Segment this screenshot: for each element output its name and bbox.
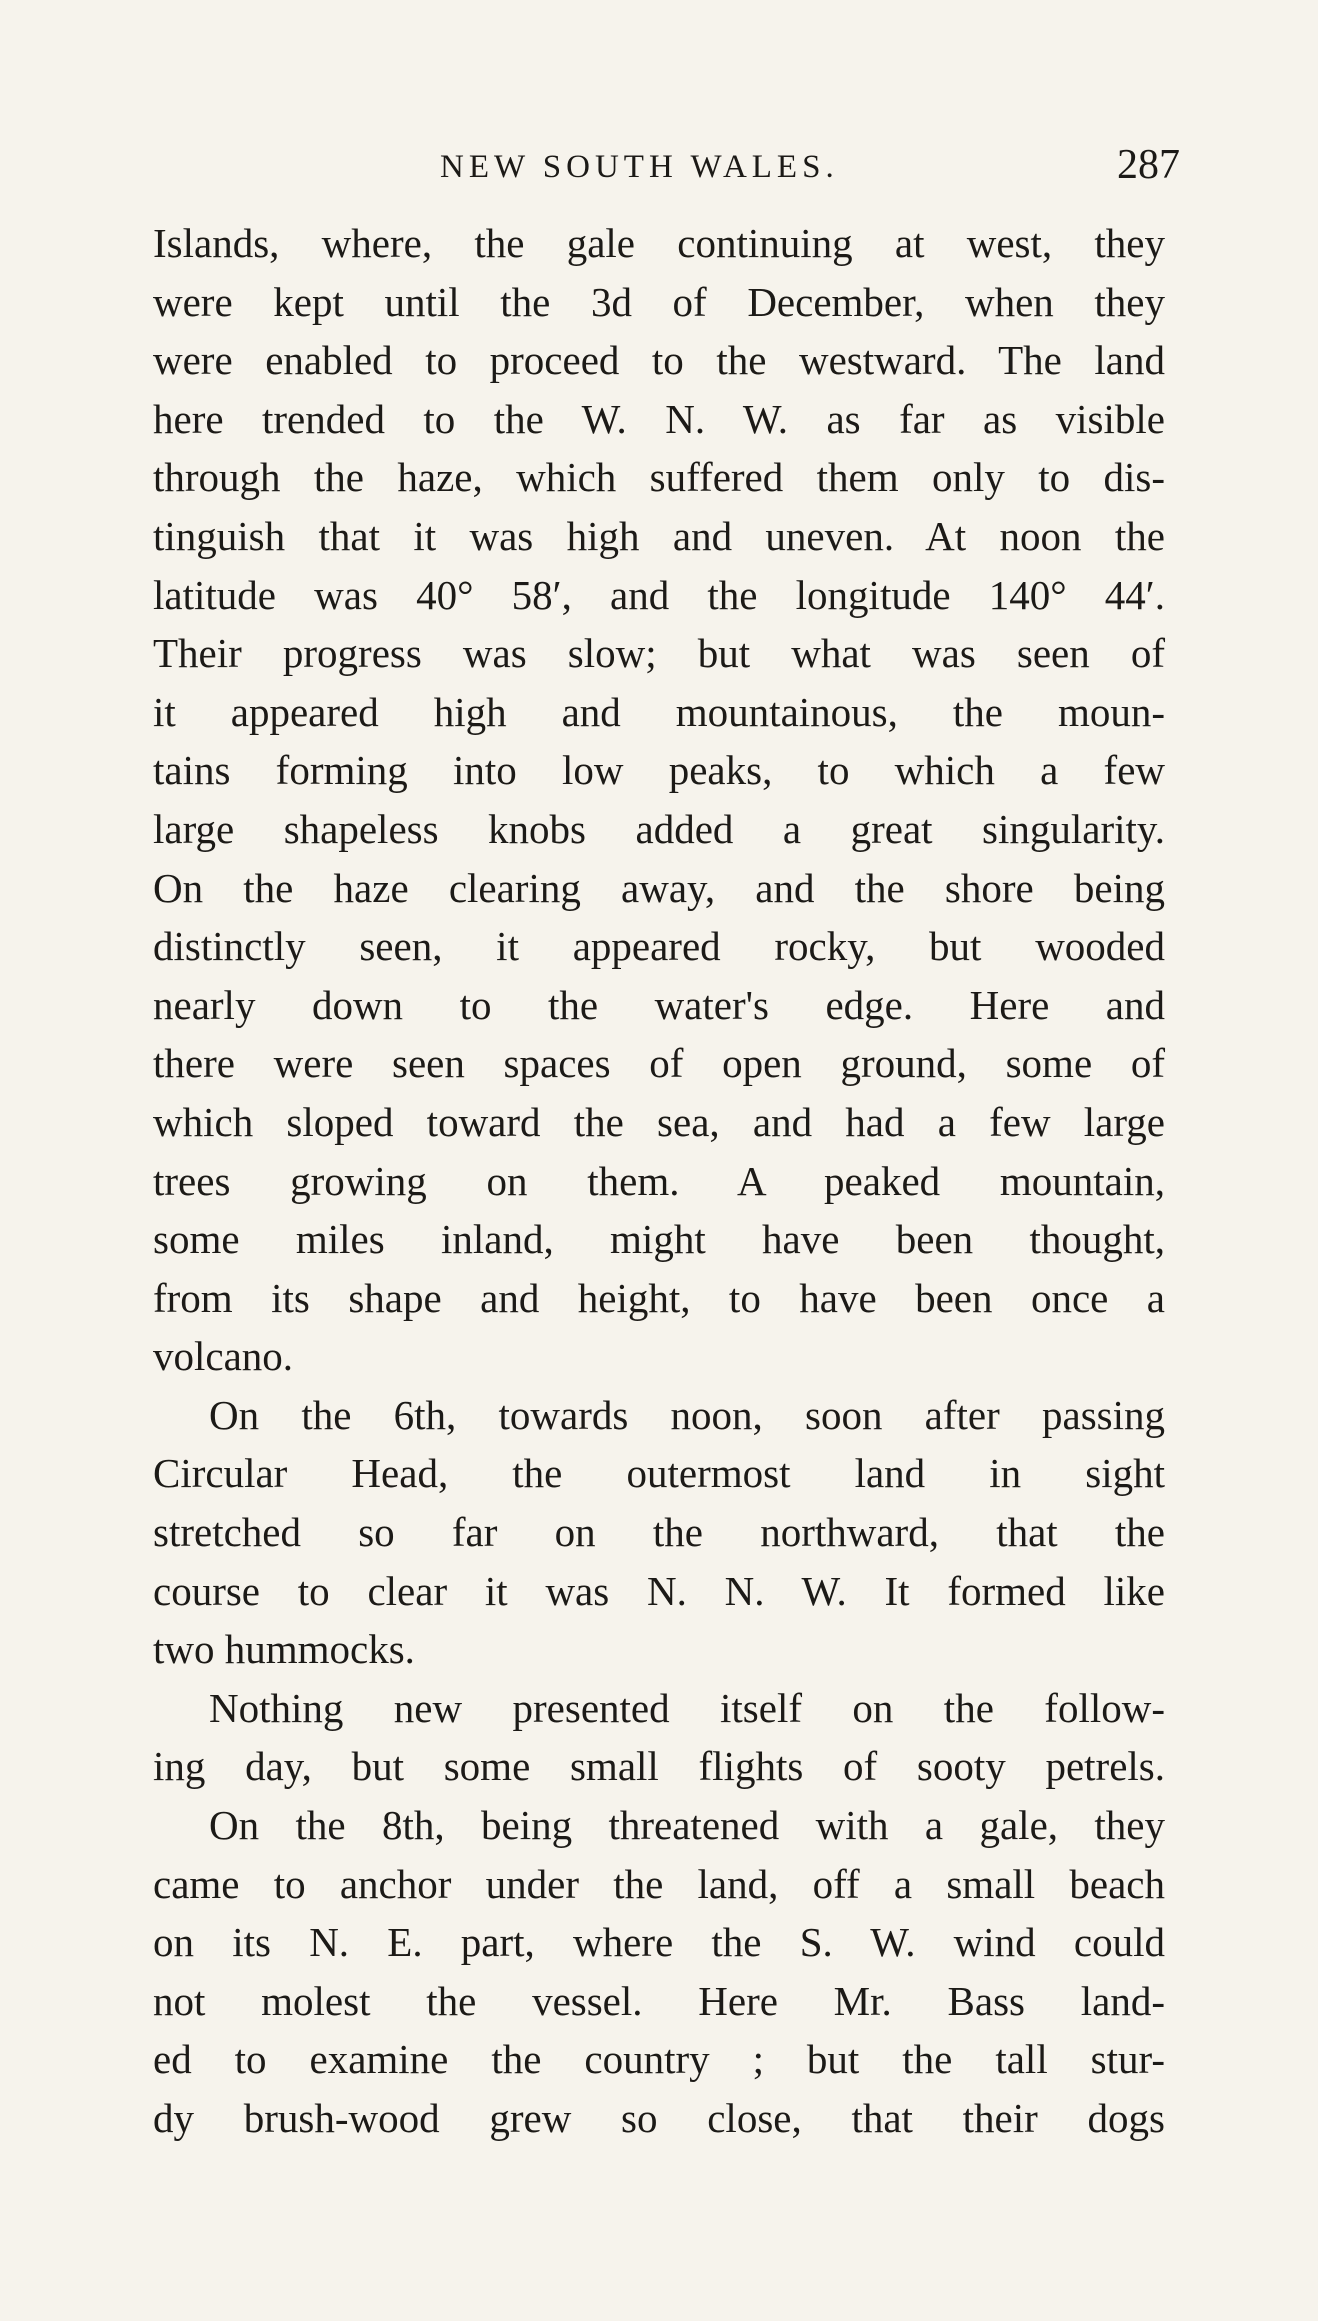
text-line: nearly down to the water's edge. Here and — [153, 981, 1165, 1028]
text-line: two hummocks. — [153, 1626, 415, 1673]
running-head — [150, 142, 1180, 192]
text-line: on its N. E. part, where the S. W. wind could — [153, 1919, 1165, 1966]
text-line: volcano. — [153, 1333, 294, 1380]
text-line: stretched so far on the northward, that the — [153, 1509, 1165, 1556]
text-line: On the 8th, being threatened with a gale, they — [209, 1802, 1165, 1849]
text-line: course to clear it was N. N. W. It formed like — [153, 1567, 1165, 1614]
running-title: NEW SOUTH WALES. — [440, 149, 839, 185]
text-line: there were seen spaces of open ground, some of — [153, 1040, 1165, 1087]
text-line: Islands, where, the gale continuing at west, they — [153, 220, 1165, 266]
text-line: which sloped toward the sea, and had a few large — [153, 1098, 1165, 1145]
text-line: ing day, but some small flights of sooty petrels. — [153, 1743, 1165, 1790]
text-line: it appeared high and mountainous, the moun- — [153, 688, 1165, 735]
text-line: trees growing on them. A peaked mountain, — [153, 1157, 1165, 1204]
text-line: here trended to the W. N. W. as far as visible — [153, 395, 1165, 442]
text-line: dy brush-wood grew so close, that their dogs — [153, 2095, 1165, 2141]
text-line: tains forming into low peaks, to which a few — [153, 747, 1165, 794]
text-line: latitude was 40° 58′, and the longitude 140° 44′. — [153, 571, 1165, 618]
text-line: some miles inland, might have been thought, — [153, 1216, 1165, 1263]
text-line: distinctly seen, it appeared rocky, but wooded — [153, 923, 1165, 970]
text-line: Their progress was slow; but what was seen of — [153, 630, 1165, 677]
text-line: through the haze, which suffered them only to dis- — [153, 454, 1165, 501]
text-line: were enabled to proceed to the westward. The land — [153, 337, 1165, 384]
text-line: Circular Head, the outermost land in sight — [153, 1450, 1165, 1497]
text-line: not molest the vessel. Here Mr. Bass land- — [153, 1977, 1165, 2024]
body-text — [153, 214, 1165, 2148]
text-line: On the haze clearing away, and the shore being — [153, 864, 1165, 911]
text-line: came to anchor under the land, off a small beach — [153, 1860, 1165, 1907]
text-line: Nothing new presented itself on the follow- — [209, 1684, 1165, 1731]
text-line: from its shape and height, to have been once a — [153, 1274, 1165, 1321]
text-line: ed to examine the country ; but the tall stur- — [153, 2036, 1165, 2083]
page-number: 287 — [1117, 142, 1180, 188]
text-line: large shapeless knobs added a great singularity. — [153, 805, 1165, 852]
text-line: On the 6th, towards noon, soon after passing — [209, 1391, 1165, 1438]
text-line: tinguish that it was high and uneven. At noon the — [153, 512, 1165, 559]
text-line: were kept until the 3d of December, when they — [153, 278, 1165, 325]
